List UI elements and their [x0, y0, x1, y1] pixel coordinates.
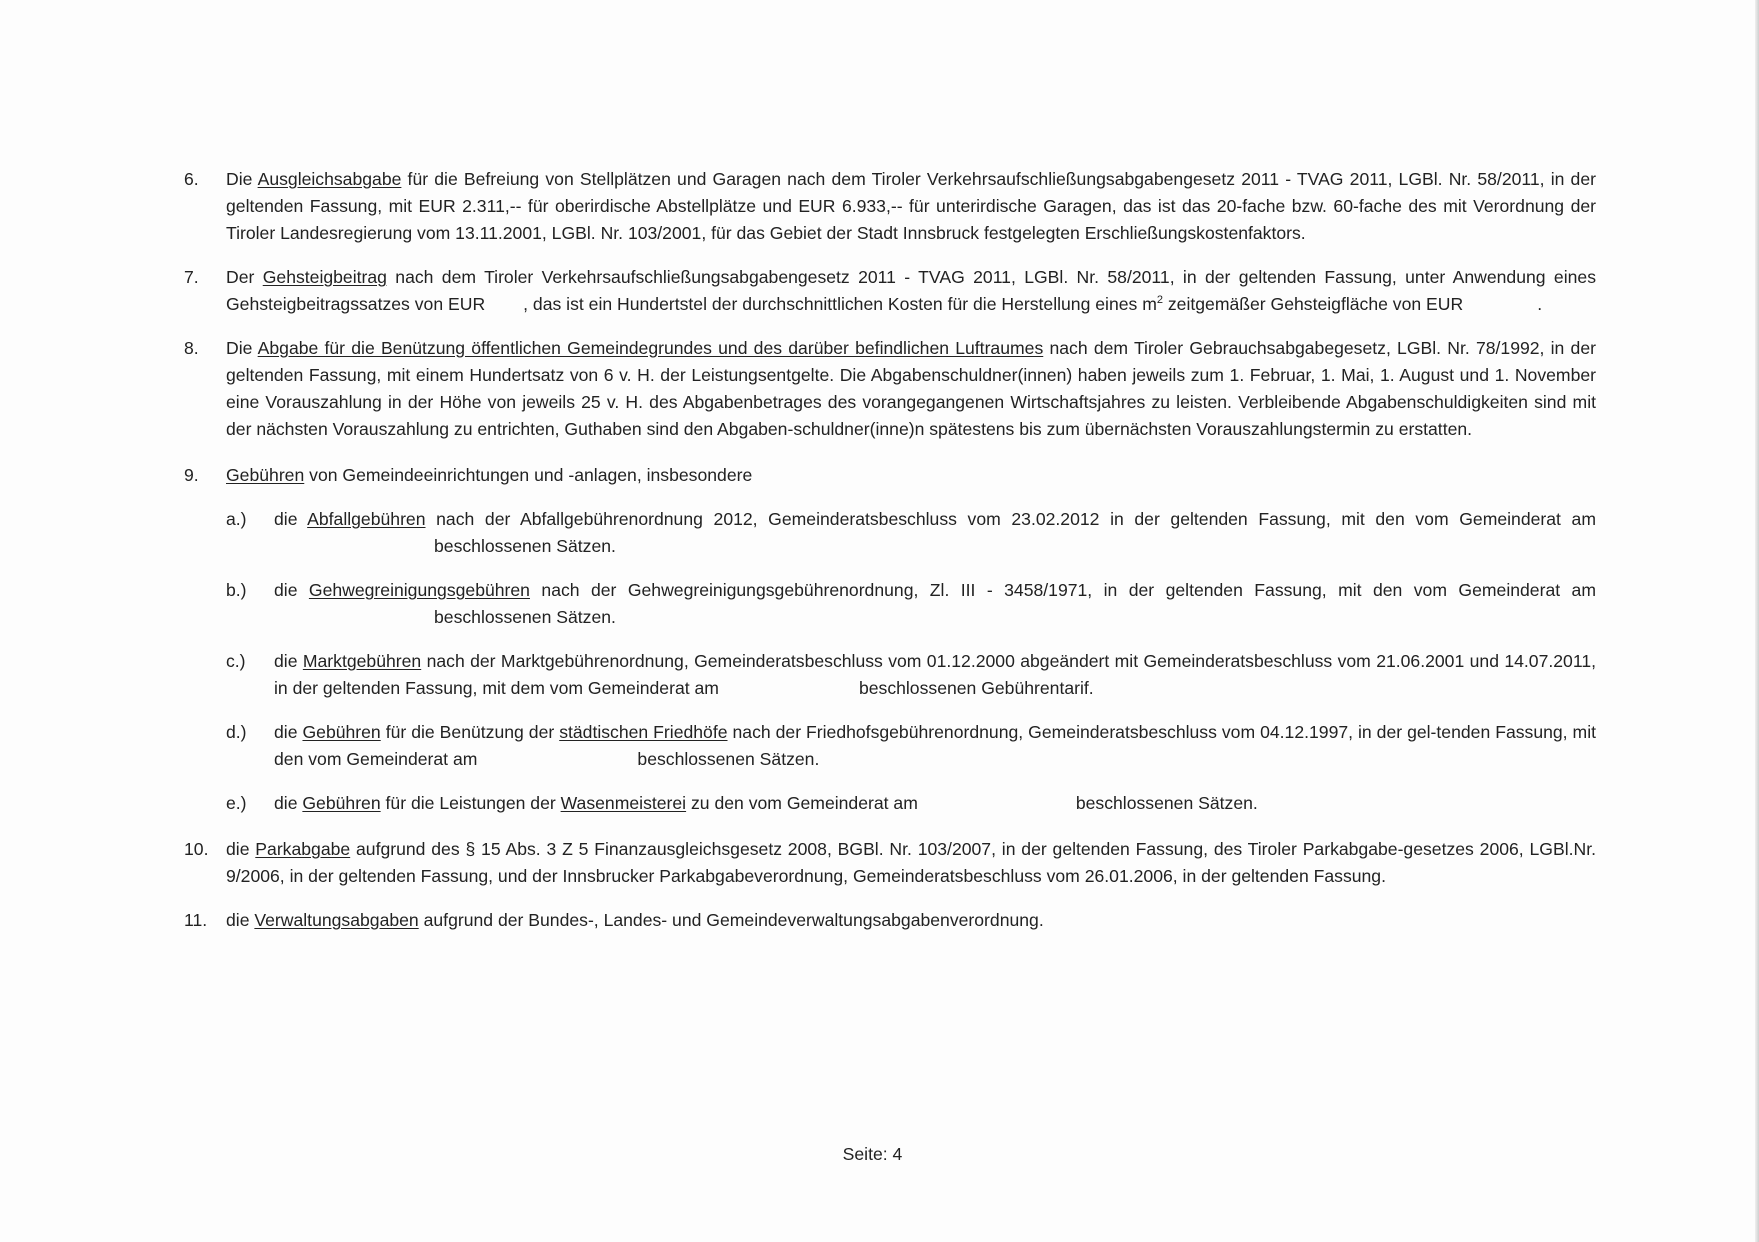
item-underlined-term: Verwaltungsabgaben: [254, 910, 419, 930]
item-underlined-term: städtischen Friedhöfe: [559, 722, 728, 742]
item-text: die: [274, 722, 303, 742]
item-text: zu den vom Gemeinderat am: [686, 793, 918, 813]
item-number: 8.: [184, 338, 199, 358]
list-item-8: [184, 335, 1596, 443]
superscript: 2: [1156, 294, 1163, 306]
document-body: [184, 166, 1596, 934]
item-text: aufgrund der Bundes-, Landes- und Gemeindeverwaltungsabgabenverordnung.: [418, 910, 1044, 930]
item-number: 7.: [184, 267, 199, 287]
item-underlined-term: Parkabgabe: [255, 839, 351, 859]
item-text: nach dem Tiroler Verkehrsaufschließungsabgabengesetz 2011 - TVAG 2011, LGBl. Nr. 58/2011, in der geltenden Fassung, unter Anwendung eines Gehsteigbeitragssatzes von EUR: [226, 267, 1596, 314]
page-edge-shadow: [1755, 0, 1759, 1242]
item-number: 9.: [184, 465, 199, 485]
item-number: 6.: [184, 169, 199, 189]
item-underlined-term: Gehsteigbeitrag: [262, 267, 387, 287]
item-text: Die: [226, 169, 258, 189]
item-underlined-term: Marktgebühren: [302, 651, 422, 671]
item-text: beschlossenen Sätzen.: [637, 749, 820, 769]
sub-item-letter: e.): [226, 793, 247, 813]
item-text: die: [226, 910, 255, 930]
item-underlined-term: Abfallgebühren: [307, 509, 426, 529]
item-text: für die Leistungen der: [380, 793, 561, 813]
item-text: von Gemeindeeinrichtungen und -anlagen, insbesondere: [304, 465, 753, 485]
list-item-6: [184, 166, 1596, 247]
item-underlined-term: Abgabe für die Benützung öffentlichen Gemeindegrundes und des darüber befindlichen Luftraumes: [257, 338, 1044, 358]
item-text: nach der Marktgebührenordnung, Gemeinderatsbeschluss vom 01.12.2000 abgeändert mit Gemeinderatsbeschluss vom 21.06.2001 und 14.07.2011, in der geltenden Fassung, mit dem vom Gemeinderat am: [274, 651, 1596, 698]
item-underlined-term: Gehwegreinigungsgebühren: [308, 580, 530, 600]
item-text: nach dem Tiroler Gebrauchsabgabegesetz, LGBl. Nr. 78/1992, in der geltenden Fassung, mit einem Hundertsatz von 6 v. H. der Leistungsentgelte. Die Abgabenschuldner(innen) haben jeweils zum 1. Februar, 1. Mai, 1. August und 1. November eine Vorauszahlung in der Höhe von jeweils 25 v. H. des Abgabenbetrages des vorangegangenen Wirtschaftsjahres zu leisten. Verbleibende Abgabenschuldigkeiten sind mit der nächsten Vorauszahlung zu entrichten, Guthaben sind den Abgaben-schuldner(inne)n spätestens bis zum übernächsten Vorauszahlungstermin zu erstatten.: [226, 338, 1596, 439]
list-item-10: [184, 836, 1596, 890]
list-item-9: [184, 462, 1596, 489]
item-text: die: [274, 793, 303, 813]
item-underlined-term: Wasenmeisterei: [560, 793, 687, 813]
item-text: , das ist ein Hundertstel der durchschnittlichen Kosten für die Herstellung eines m: [523, 294, 1157, 314]
page-number: Seite: 4: [842, 1144, 903, 1164]
sub-item-letter: c.): [226, 651, 246, 671]
sub-item-letter: b.): [226, 580, 247, 600]
item-text: die: [274, 580, 309, 600]
sub-item-d: [226, 719, 1596, 773]
item-text: beschlossenen Sätzen.: [434, 607, 616, 627]
list-item-7: [184, 264, 1596, 318]
sub-item-a: [226, 506, 1596, 560]
item-underlined-term: Gebühren: [302, 722, 381, 742]
item-text: Die: [226, 338, 258, 358]
sub-item-b: [226, 577, 1596, 631]
item-text: zeitgemäßer Gehsteigfläche von EUR: [1162, 294, 1464, 314]
sub-item-letter: a.): [226, 509, 247, 529]
item-text: für die Benützung der: [380, 722, 560, 742]
item-text: für die Befreiung von Stellplätzen und Garagen nach dem Tiroler Verkehrsaufschließungsabgabengesetz 2011 - TVAG 2011, LGBl. Nr. 58/2011, in der geltenden Fassung, mit EUR 2.311,-- für oberirdische Abstellplätze und EUR 6.933,-- für unterirdische Garagen, das ist das 20-fache bzw. 60-fache des mit Verordnung der Tiroler Landesregierung vom 13.11.2001, LGBl. Nr. 103/2001, für das Gebiet der Stadt Innsbruck festgelegten Erschließungskostenfaktors.: [226, 169, 1596, 243]
item-underlined-term: Ausgleichsabgabe: [257, 169, 402, 189]
item-number: 10.: [184, 839, 209, 859]
sub-item-e: [226, 790, 1596, 817]
item-text: beschlossenen Sätzen.: [434, 536, 616, 556]
sub-list: [226, 506, 1596, 817]
list-item-11: [184, 907, 1596, 934]
item-text: nach der Friedhofsgebührenordnung, Gemeinderatsbeschluss vom 04.12.1997, in der gel-tenden Fassung, mit den vom Gemeinderat am: [274, 722, 1597, 769]
item-text: aufgrund des § 15 Abs. 3 Z 5 Finanzausgleichsgesetz 2008, BGBl. Nr. 103/2007, in der geltenden Fassung, des Tiroler Parkabgabe-gesetzes 2006, LGBl.Nr. 9/2006, in der geltenden Fassung, und der Innsbrucker Parkabgabeverordnung, Gemeinderatsbeschluss vom 26.01.2006, in der geltenden Fassung.: [226, 839, 1596, 886]
item-text: nach der Gehwegreinigungsgebührenordnung, Zl. III - 3458/1971, in der geltenden Fassung, mit den vom Gemeinderat am: [529, 580, 1596, 600]
sub-item-c: [226, 648, 1596, 702]
sub-item-letter: d.): [226, 722, 247, 742]
item-underlined-term: Gebühren: [302, 793, 381, 813]
item-text: nach der Abfallgebührenordnung 2012, Gemeinderatsbeschluss vom 23.02.2012 in der geltenden Fassung, mit den vom Gemeinderat am: [425, 509, 1596, 529]
item-number: 11.: [184, 910, 208, 930]
item-text: beschlossenen Gebührentarif.: [858, 678, 1094, 698]
item-text: die: [226, 839, 256, 859]
item-underlined-term: Gebühren: [226, 465, 305, 485]
item-text: beschlossenen Sätzen.: [1075, 793, 1258, 813]
item-text: .: [1537, 294, 1543, 314]
item-text: die: [274, 651, 303, 671]
item-text: Der: [226, 267, 263, 287]
item-text: die: [274, 509, 308, 529]
